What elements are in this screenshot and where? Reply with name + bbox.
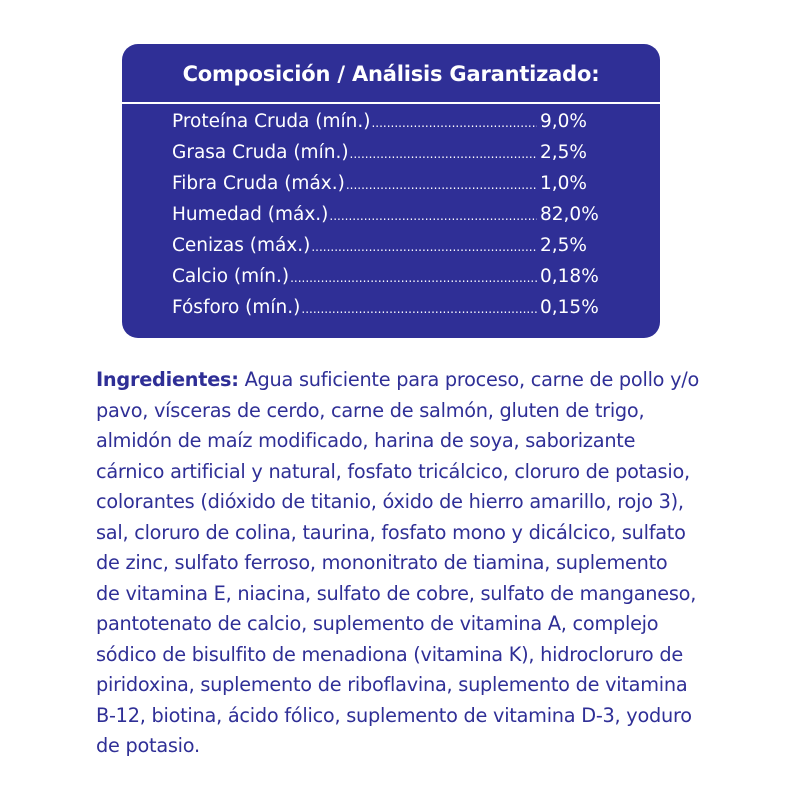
dot-leader	[371, 116, 537, 130]
nutrient-value: 0,15%	[540, 297, 599, 318]
nutrient-name: Humedad (máx.)	[172, 204, 329, 225]
nutrient-row-fat	[172, 142, 602, 173]
ingredients-label: Ingredientes:	[96, 368, 239, 391]
nutrient-name: Fibra Cruda (máx.)	[172, 173, 345, 194]
dot-leader	[290, 271, 537, 285]
nutrient-value: 2,5%	[540, 142, 587, 163]
nutrient-value: 2,5%	[540, 235, 587, 256]
nutrient-value: 0,18%	[540, 266, 599, 287]
ingredients-line: pavo, vísceras de cerdo, carne de salmón, gluten de trigo,	[96, 398, 645, 422]
ingredients-line: piridoxina, suplemento de riboflavina, suplemento de vitamina	[96, 673, 688, 696]
dot-leader	[301, 302, 537, 316]
guaranteed-analysis-panel	[122, 44, 660, 338]
nutrient-row-ash	[172, 235, 602, 266]
nutrient-list	[172, 111, 602, 328]
nutrient-row-moisture	[172, 204, 602, 235]
nutrient-name: Cenizas (máx.)	[172, 235, 311, 256]
dot-leader	[350, 147, 537, 161]
nutrient-name: Grasa Cruda (mín.)	[172, 142, 349, 163]
nutrient-row-phosphorus	[172, 297, 602, 328]
nutrient-row-calcium	[172, 266, 602, 297]
panel-title: Composición / Análisis Garantizado:	[182, 62, 600, 86]
ingredients-line: de zinc, sulfato ferroso, mononitrato de tiamina, suplemento	[96, 551, 668, 574]
ingredients-line: de potasio.	[96, 734, 200, 757]
ingredients-line: B-12, biotina, ácido fólico, suplemento de vitamina D-3, yoduro	[96, 703, 692, 727]
panel-divider	[122, 102, 660, 104]
ingredients-line: de vitamina E, niacina, sulfato de cobre, sulfato de manganeso,	[96, 581, 697, 605]
ingredients-line: almidón de maíz modificado, harina de soya, saborizante	[96, 429, 636, 452]
ingredients-line	[96, 365, 736, 396]
ingredients-paragraph	[96, 365, 736, 762]
nutrient-name: Calcio (mín.)	[172, 266, 290, 287]
nutrient-row-protein	[172, 111, 602, 142]
nutrient-name: Fósforo (mín.)	[172, 297, 301, 318]
dot-leader	[346, 178, 537, 192]
ingredients-line: cárnico artificial y natural, fosfato tricálcico, cloruro de potasio,	[96, 459, 690, 483]
nutrient-value: 82,0%	[540, 204, 599, 225]
dot-leader	[329, 209, 537, 223]
nutrient-value: 9,0%	[540, 111, 587, 132]
ingredients-text: Agua suficiente para proceso, carne de pollo y/o	[238, 368, 700, 391]
ingredients-line: pantotenato de calcio, suplemento de vitamina A, complejo	[96, 612, 659, 635]
ingredients-line: sódico de bisulfito de menadiona (vitamina K), hidrocloruro de	[96, 642, 683, 666]
ingredients-line: sal, cloruro de colina, taurina, fosfato mono y dicálcico, sulfato	[96, 520, 686, 544]
dot-leader	[311, 240, 537, 254]
nutrient-name: Proteína Cruda (mín.)	[172, 111, 371, 132]
nutrient-value: 1,0%	[540, 173, 587, 194]
ingredients-line: colorantes (dióxido de titanio, óxido de hierro amarillo, rojo 3),	[96, 490, 684, 513]
nutrient-row-fiber	[172, 173, 602, 204]
